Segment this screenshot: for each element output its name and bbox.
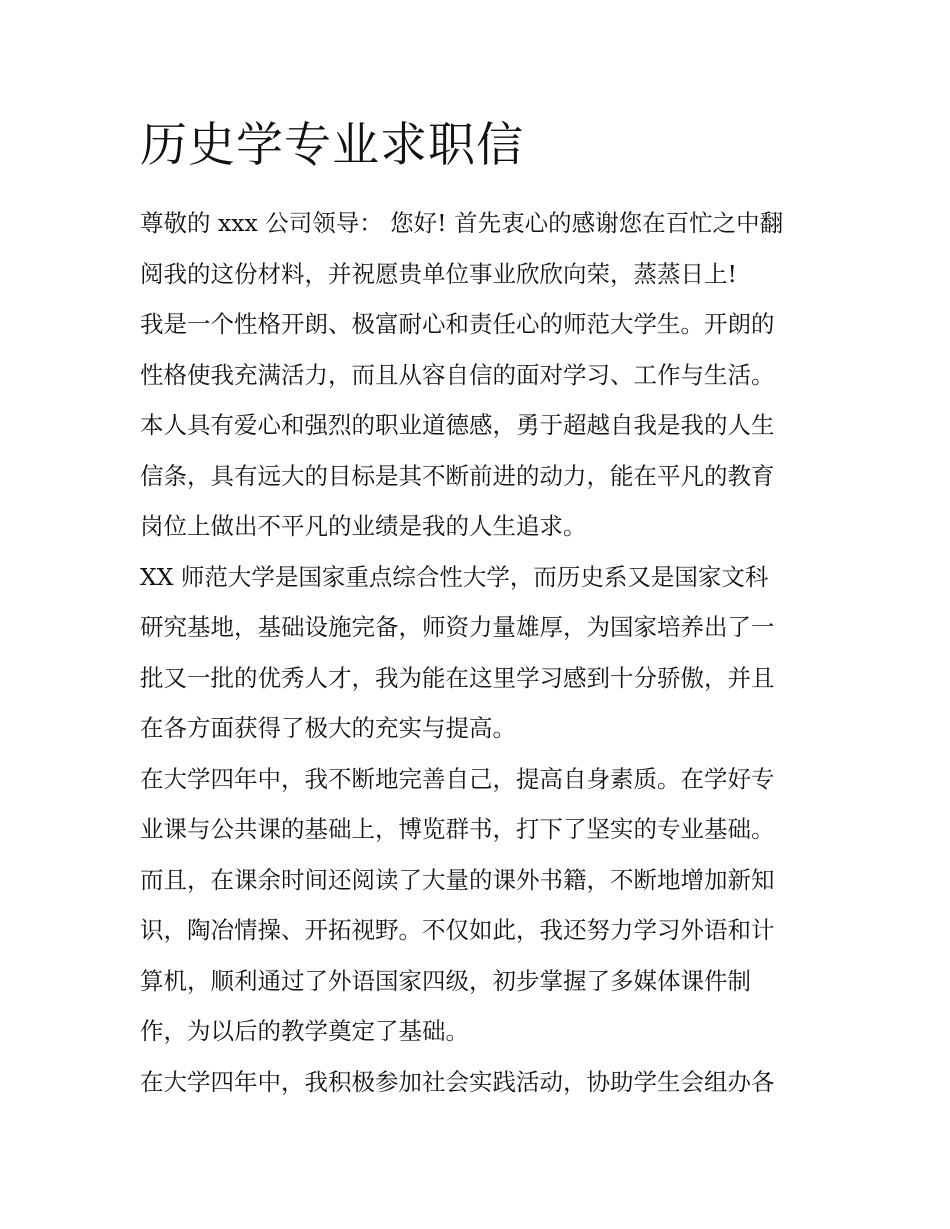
body-line: 本人具有爱心和强烈的职业道德感，勇于超越自我是我的人生	[140, 411, 775, 439]
document-title: 历史学专业求职信	[140, 118, 524, 173]
body-line: 在各方面获得了极大的充实与提高。	[140, 714, 516, 742]
body-line: XX 师范大学是国家重点综合性大学，而历史系又是国家文科	[140, 562, 769, 591]
body-line: 尊敬的 xxx 公司领导： 您好! 首先衷心的感谢您在百忙之中翻	[140, 209, 784, 237]
body-line: 岗位上做出不平凡的业绩是我的人生追求。	[140, 512, 587, 540]
body-line: 识，陶冶情操、开拓视野。不仅如此，我还努力学习外语和计	[140, 916, 775, 944]
body-line: 研究基地，基础设施完备，师资力量雄厚，为国家培养出了一	[140, 613, 775, 641]
body-line: 作，为以后的教学奠定了基础。	[140, 1017, 469, 1045]
body-line: 批又一批的优秀人才，我为能在这里学习感到十分骄傲，并且	[140, 663, 775, 692]
body-line: 而且，在课余时间还阅读了大量的课外书籍，不断地增加新知	[140, 865, 775, 894]
body-line: 业课与公共课的基础上，博览群书，打下了坚实的专业基础。	[140, 815, 775, 843]
body-line: 我是一个性格开朗、极富耐心和责任心的师范大学生。开朗的	[140, 310, 775, 338]
body-line: 算机，顺利通过了外语国家四级，初步掌握了多媒体课件制	[140, 966, 751, 995]
body-line: 阅我的这份材料，并祝愿贵单位事业欣欣向荣，蒸蒸日上!	[140, 259, 737, 288]
document-body	[140, 203, 820, 1112]
body-line: 在大学四年中，我积极参加社会实践活动，协助学生会组办各	[140, 1067, 775, 1096]
body-line: 性格使我充满活力，而且从容自信的面对学习、工作与生活。	[140, 360, 775, 389]
body-line: 信条，具有远大的目标是其不断前进的动力，能在平凡的教育	[140, 461, 775, 490]
body-line: 在大学四年中，我不断地完善自己，提高自身素质。在学好专	[140, 764, 775, 793]
